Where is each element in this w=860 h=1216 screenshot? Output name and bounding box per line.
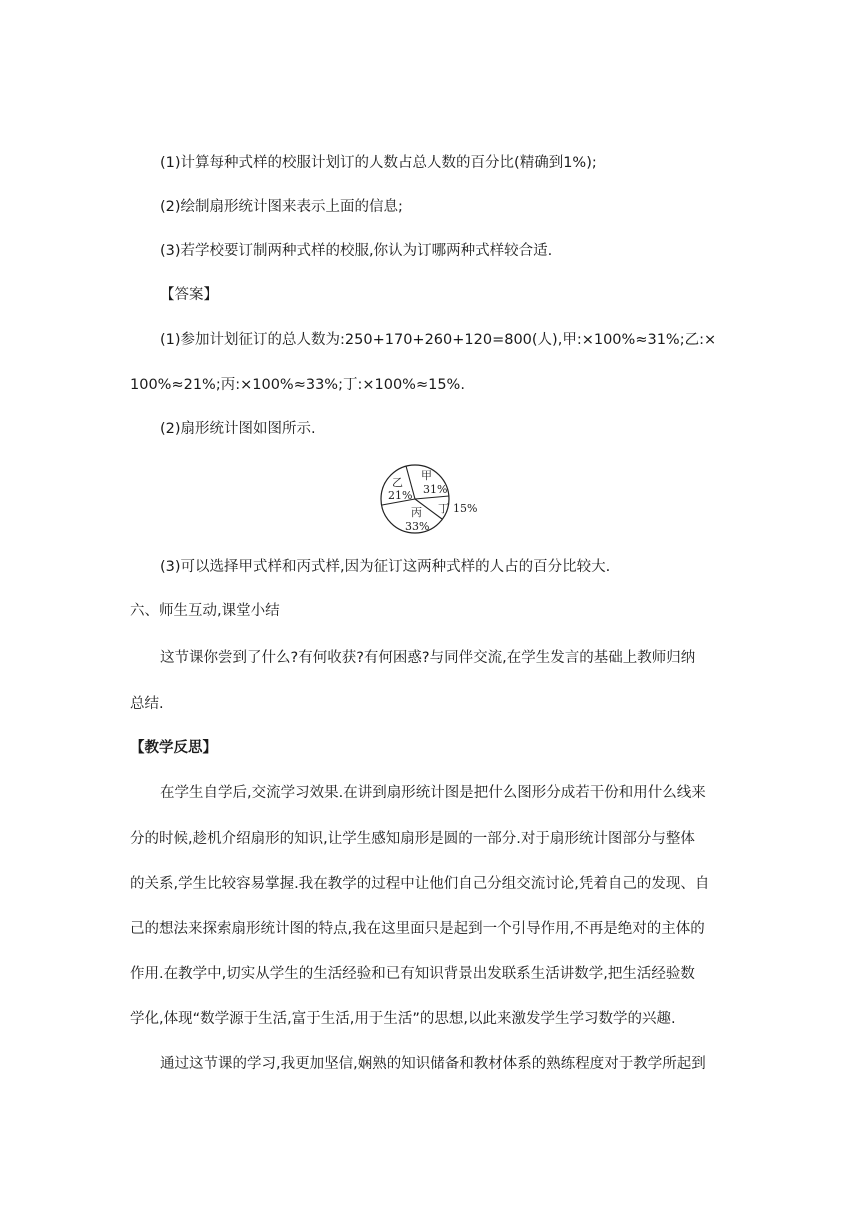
answer-1-line-2: 100%≈21%;丙:×100%≈33%;丁:×100%≈15%.: [130, 377, 465, 393]
reflection-heading: 【教学反思】: [130, 740, 217, 756]
pie-chart: [372, 462, 482, 538]
slice-label-yi: 21%: [388, 489, 413, 502]
slice-name-jia: 甲: [421, 469, 432, 482]
answer-2: (2)扇形统计图如图所示.: [160, 421, 316, 437]
slice-label-ding: 15%: [453, 502, 478, 515]
reflection-line-4: 己的想法来探索扇形统计图的特点,我在这里面只是起到一个引导作用,不再是绝对的主体的: [130, 921, 705, 937]
slice-name-bing: 丙: [411, 506, 422, 519]
question-3: (3)若学校要订制两种式样的校服,你认为订哪两种式样较合适.: [160, 243, 553, 259]
slice-label-bing: 33%: [405, 520, 430, 533]
divider-jia-ding: [415, 496, 449, 499]
reflection-line-1: 在学生自学后,交流学习效果.在讲到扇形统计图是把什么图形分成若干份和用什么线来: [160, 785, 706, 801]
slice-name-yi: 乙: [392, 476, 403, 489]
answer-1-line-1: (1)参加计划征订的总人数为:250+170+260+120=800(人),甲:×100%≈31%;乙:×: [160, 332, 717, 348]
reflection-line-7: 通过这节课的学习,我更加坚信,娴熟的知识储备和教材体系的熟练程度对于教学所起到: [160, 1056, 706, 1072]
section-6-heading: 六、师生互动,课堂小结: [130, 603, 280, 619]
slice-name-ding: 丁: [438, 502, 449, 515]
reflection-line-6: 学化,体现“数学源于生活,富于生活,用于生活”的思想,以此来激发学生学习数学的兴趣.: [130, 1011, 676, 1027]
section-6-para-line-2: 总结.: [130, 696, 164, 712]
reflection-line-5: 作用.在教学中,切实从学生的生活经验和已有知识背景出发联系生活讲数学,把生活经验数: [130, 966, 695, 982]
slice-label-jia: 31%: [423, 483, 448, 496]
section-6-para-line-1: 这节课你尝到了什么?有何收获?有何困惑?与同伴交流,在学生发言的基础上教师归纳: [160, 650, 696, 666]
answer-heading: 【答案】: [160, 287, 218, 303]
question-1: (1)计算每种式样的校服计划订的人数占总人数的百分比(精确到1%);: [160, 155, 597, 171]
answer-3: (3)可以选择甲式样和丙式样,因为征订这两种式样的人占的百分比较大.: [160, 559, 611, 575]
reflection-line-3: 的关系,学生比较容易掌握.我在教学的过程中让他们自己分组交流讨论,凭着自己的发现、自: [130, 876, 710, 892]
question-2: (2)绘制扇形统计图来表示上面的信息;: [160, 199, 403, 215]
reflection-line-2: 分的时候,趁机介绍扇形的知识,让学生感知扇形是圆的一部分.对于扇形统计图部分与整体: [130, 831, 695, 847]
